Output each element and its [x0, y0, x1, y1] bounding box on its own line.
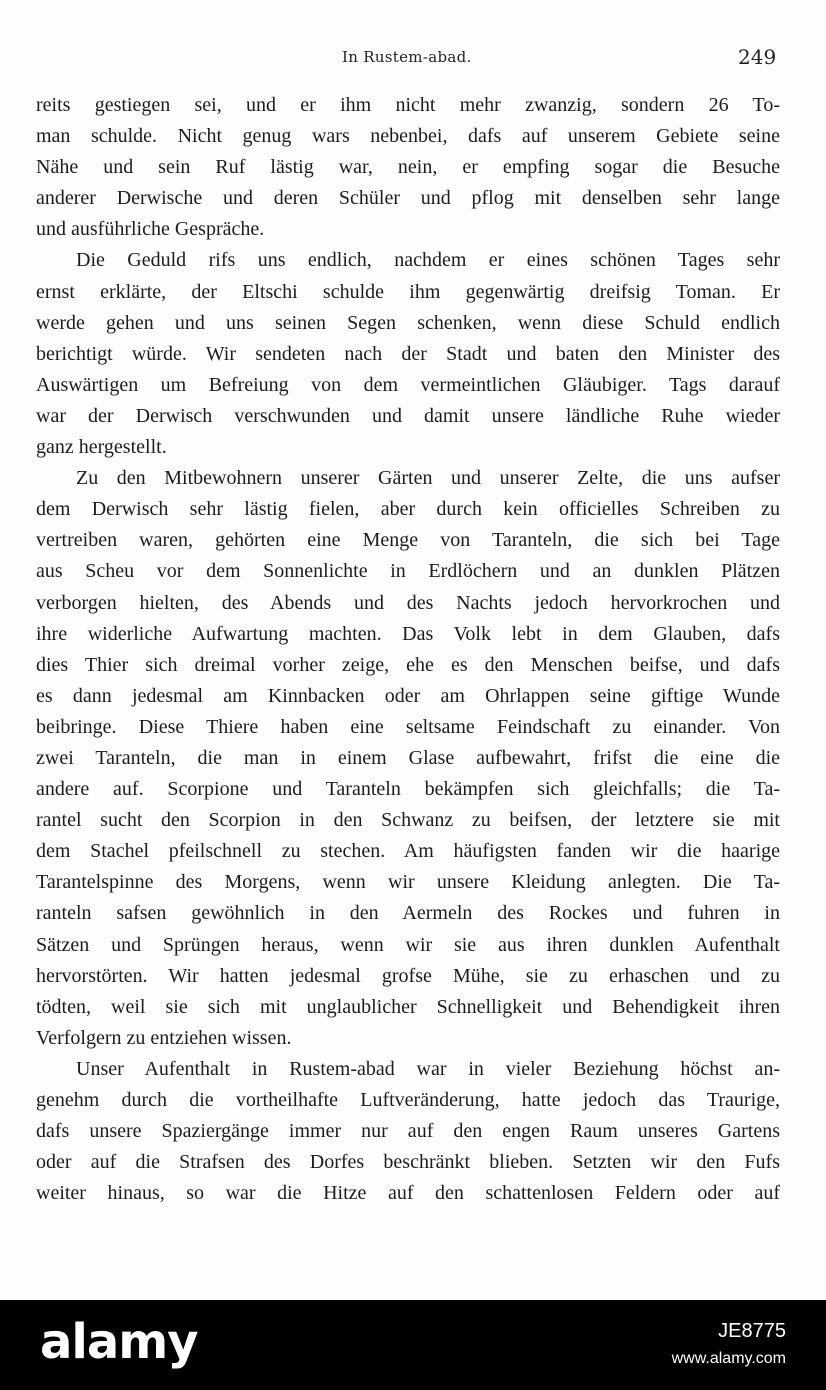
text-line: war der Derwisch verschwunden und damit unsere ländliche Ruhe wieder [36, 404, 780, 427]
text-line: rantel sucht den Scorpion in den Schwanz zu beifsen, der letztere sie mit [36, 809, 780, 832]
watermark-bar [0, 1300, 826, 1390]
text-line: ernst erklärte, der Eltschi schulde ihm gegenwärtig dreifsig Toman. Er [36, 280, 780, 303]
text-line: Zu den Mitbewohnern unserer Gärten und unserer Zelte, die uns aufser [76, 467, 780, 490]
text-line: Unser Aufenthalt in Rustem-abad war in vieler Beziehung höchst an- [76, 1057, 780, 1080]
image-id: JE8775 [718, 1320, 786, 1342]
text-line: genehm durch die vortheilhafte Luftveränderung, hatte jedoch das Traurige, [36, 1089, 780, 1111]
text-line: andere auf. Scorpione und Taranteln bekämpfen sich gleichfalls; die Ta- [36, 778, 780, 801]
text-line: Die Geduld rifs uns endlich, nachdem er eines schönen Tages sehr [76, 249, 780, 272]
text-line: reits gestiegen sei, und er ihm nicht mehr zwanzig, sondern 26 To- [36, 94, 780, 116]
text-line: ihre widerliche Aufwartung machten. Das Volk lebt in dem Glauben, dafs [36, 622, 780, 645]
text-line: man schulde. Nicht genug wars nebenbei, dafs auf unserem Gebiete seine [36, 125, 780, 148]
text-line: ranteln safsen gewöhnlich in den Aermeln des Rockes und fuhren in [36, 902, 780, 925]
text-line: Auswärtigen um Befreiung von dem vermeintlichen Gläubiger. Tags darauf [36, 373, 780, 396]
text-line: dem Derwisch sehr lästig fielen, aber durch kein officielles Schreiben zu [36, 498, 780, 521]
watermark-url: www.alamy.com [671, 1350, 786, 1367]
running-title: In Rustem-abad. [342, 48, 472, 66]
text-line: zwei Taranteln, die man in einem Glase aufbewahrt, frifst die eine die [36, 746, 780, 769]
text-line: berichtigt würde. Wir sendeten nach der Stadt und baten den Minister des [36, 342, 780, 365]
text-line: und ausführliche Gespräche. [36, 218, 265, 241]
text-line: Tarantelspinne des Morgens, wenn wir unsere Kleidung anlegten. Die Ta- [36, 871, 780, 894]
text-line: beibringe. Diese Thiere haben eine seltsame Feindschaft zu einander. Von [36, 715, 780, 738]
text-line: dafs unsere Spaziergänge immer nur auf den engen Raum unseres Gartens [36, 1120, 780, 1143]
text-line: dem Stachel pfeilschnell zu stechen. Am häufigsten fanden wir die haarige [36, 840, 780, 863]
text-line: es dann jedesmal am Kinnbacken oder am Ohrlappen seine giftige Wunde [36, 684, 780, 707]
body-text [36, 90, 780, 1209]
text-line: Verfolgern zu entziehen wissen. [36, 1026, 292, 1049]
text-line: oder auf die Strafsen des Dorfes beschränkt blieben. Setzten wir den Fufs [36, 1151, 780, 1174]
page-number: 249 [738, 45, 777, 69]
text-line: weiter hinaus, so war die Hitze auf den schattenlosen Feldern oder auf [36, 1182, 780, 1205]
text-line: aus Scheu vor dem Sonnenlichte in Erdlöchern und an dunklen Plätzen [36, 560, 780, 583]
text-line: anderer Derwische und deren Schüler und pflog mit denselben sehr lange [36, 187, 780, 210]
text-line: ganz hergestellt. [36, 436, 167, 459]
text-line: Sätzen und Sprüngen heraus, wenn wir sie aus ihren dunklen Aufenthalt [36, 933, 780, 956]
alamy-logo: alamy [40, 1314, 198, 1370]
text-line: hervorstörten. Wir hatten jedesmal grofse Mühe, sie zu erhaschen und zu [36, 964, 780, 987]
text-line: Nähe und sein Ruf lästig war, nein, er empfing sogar die Besuche [36, 156, 780, 179]
text-line: tödten, weil sie sich mit unglaublicher Schnelligkeit und Behendigkeit ihren [36, 995, 780, 1018]
running-head [0, 45, 826, 72]
text-line: dies Thier sich dreimal vorher zeige, ehe es den Menschen beifse, und dafs [36, 653, 780, 676]
text-line: werde gehen und uns seinen Segen schenken, wenn diese Schuld endlich [36, 311, 780, 334]
text-line: verborgen hielten, des Abends und des Nachts jedoch hervorkrochen und [36, 591, 780, 614]
text-line: vertreiben waren, gehörten eine Menge von Taranteln, die sich bei Tage [36, 529, 780, 552]
